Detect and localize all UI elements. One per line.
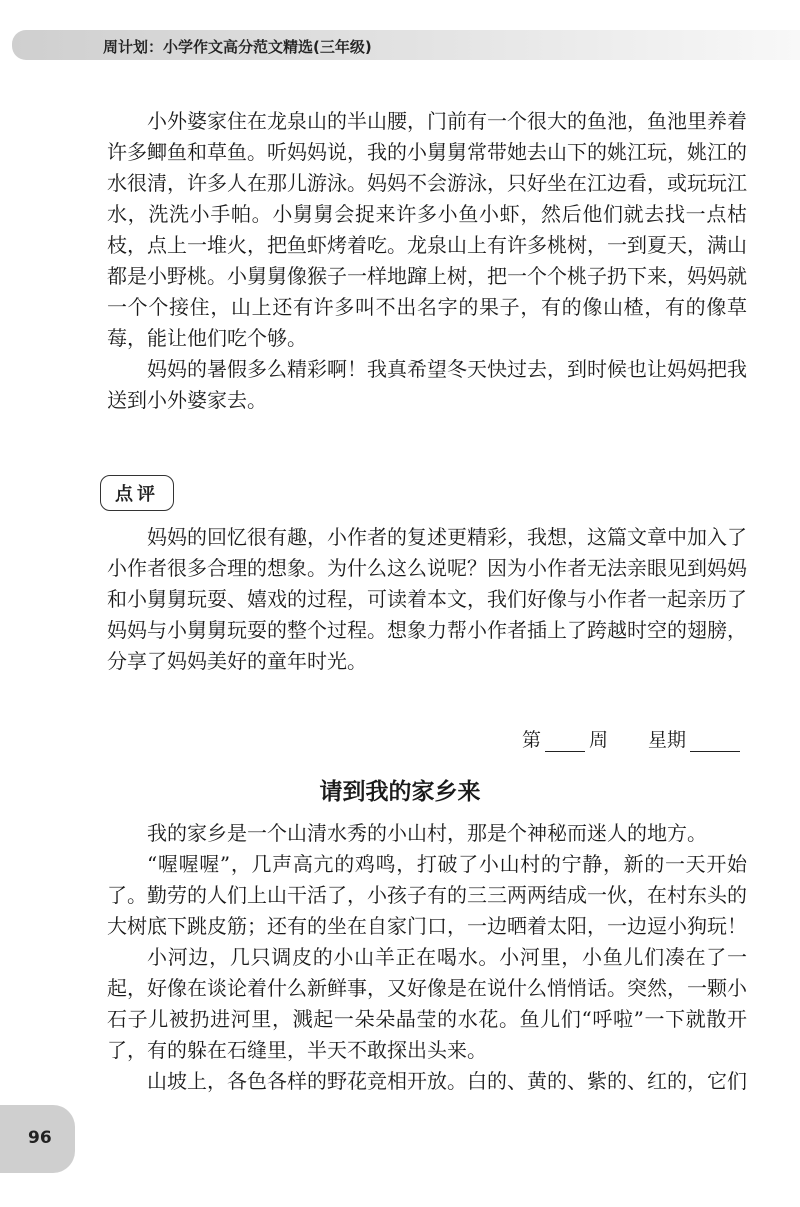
- story-two-paragraph: 山坡上，各色各样的野花竞相开放。白的、黄的、紫的、红的，它们: [147, 1069, 747, 1093]
- story-one-paragraph: 小外婆家住在龙泉山的半山腰，门前有一个很大的鱼池，鱼池里养着许多鲫鱼和草鱼。听妈妈说，我的小舅舅常带她去山下的姚江玩，姚江的水很清，许多人在那儿游泳。妈妈不会游泳，只好坐在江边看，或玩玩江水，洗洗小手帕。小舅舅会捉来许多小鱼小虾，然后他们就去找一点枯枝，点上一堆火，把鱼虾烤着吃。龙泉山上有许多桃树，一到夏天，满山都是小野桃。小舅舅像猴子一样地蹿上树，把一个个桃子扔下来，妈妈就一个个接住，山上还有许多叫不出名字的果子，有的像山楂，有的像草莓，能让他们吃个够。: [107, 109, 747, 350]
- story-two-paragraph: 我的家乡是一个山清水秀的小山村，那是个神秘而迷人的地方。: [147, 821, 707, 845]
- week-suffix: 周: [588, 729, 608, 751]
- story-two: [107, 818, 747, 1097]
- story-two-title: 请到我的家乡来: [319, 779, 481, 805]
- comment-label: 点评: [115, 484, 159, 505]
- story-two-paragraph: 小河边，几只调皮的小山羊正在喝水。小河里，小鱼儿们凑在了一起，好像在谈论着什么新鲜事，又好像是在说什么悄悄话。突然，一颗小石子儿被扔进河里，溅起一朵朵晶莹的水花。鱼儿们“呼啦”一下就散开了，有的躲在石缝里，半天不敢探出头来。: [107, 945, 747, 1062]
- week-blank: [545, 729, 585, 752]
- week-schedule-line: [522, 725, 740, 752]
- comment-paragraph: 妈妈的回忆很有趣，小作者的复述更精彩，我想，这篇文章中加入了小作者很多合理的想象。为什么这么说呢？因为小作者无法亲眼见到妈妈和小舅舅玩耍、嬉戏的过程，可读着本文，我们好像与小作者一起亲历了妈妈与小舅舅玩耍的整个过程。想象力帮小作者插上了跨越时空的翅膀，分享了妈妈美好的童年时光。: [107, 525, 747, 673]
- weekday-blank: [690, 729, 740, 752]
- week-prefix: 第: [521, 729, 541, 751]
- story-one: [107, 106, 747, 416]
- story-one-paragraph: 妈妈的暑假多么精彩啊！我真希望冬天快过去，到时候也让妈妈把我送到小外婆家去。: [107, 357, 747, 412]
- weekday-label: 星期: [647, 729, 686, 751]
- book-title: 周计划：小学作文高分范文精选(三年级): [103, 38, 372, 56]
- page-number: 96: [28, 1128, 52, 1148]
- comment-section: [107, 522, 747, 677]
- story-two-paragraph: “喔喔喔”，几声高亢的鸡鸣，打破了小山村的宁静，新的一天开始了。勤劳的人们上山干活了，小孩子有的三三两两结成一伙，在村东头的大树底下跳皮筋；还有的坐在自家门口，一边晒着太阳，一边逗小狗玩！: [107, 852, 747, 938]
- comment-label-box: [100, 475, 174, 511]
